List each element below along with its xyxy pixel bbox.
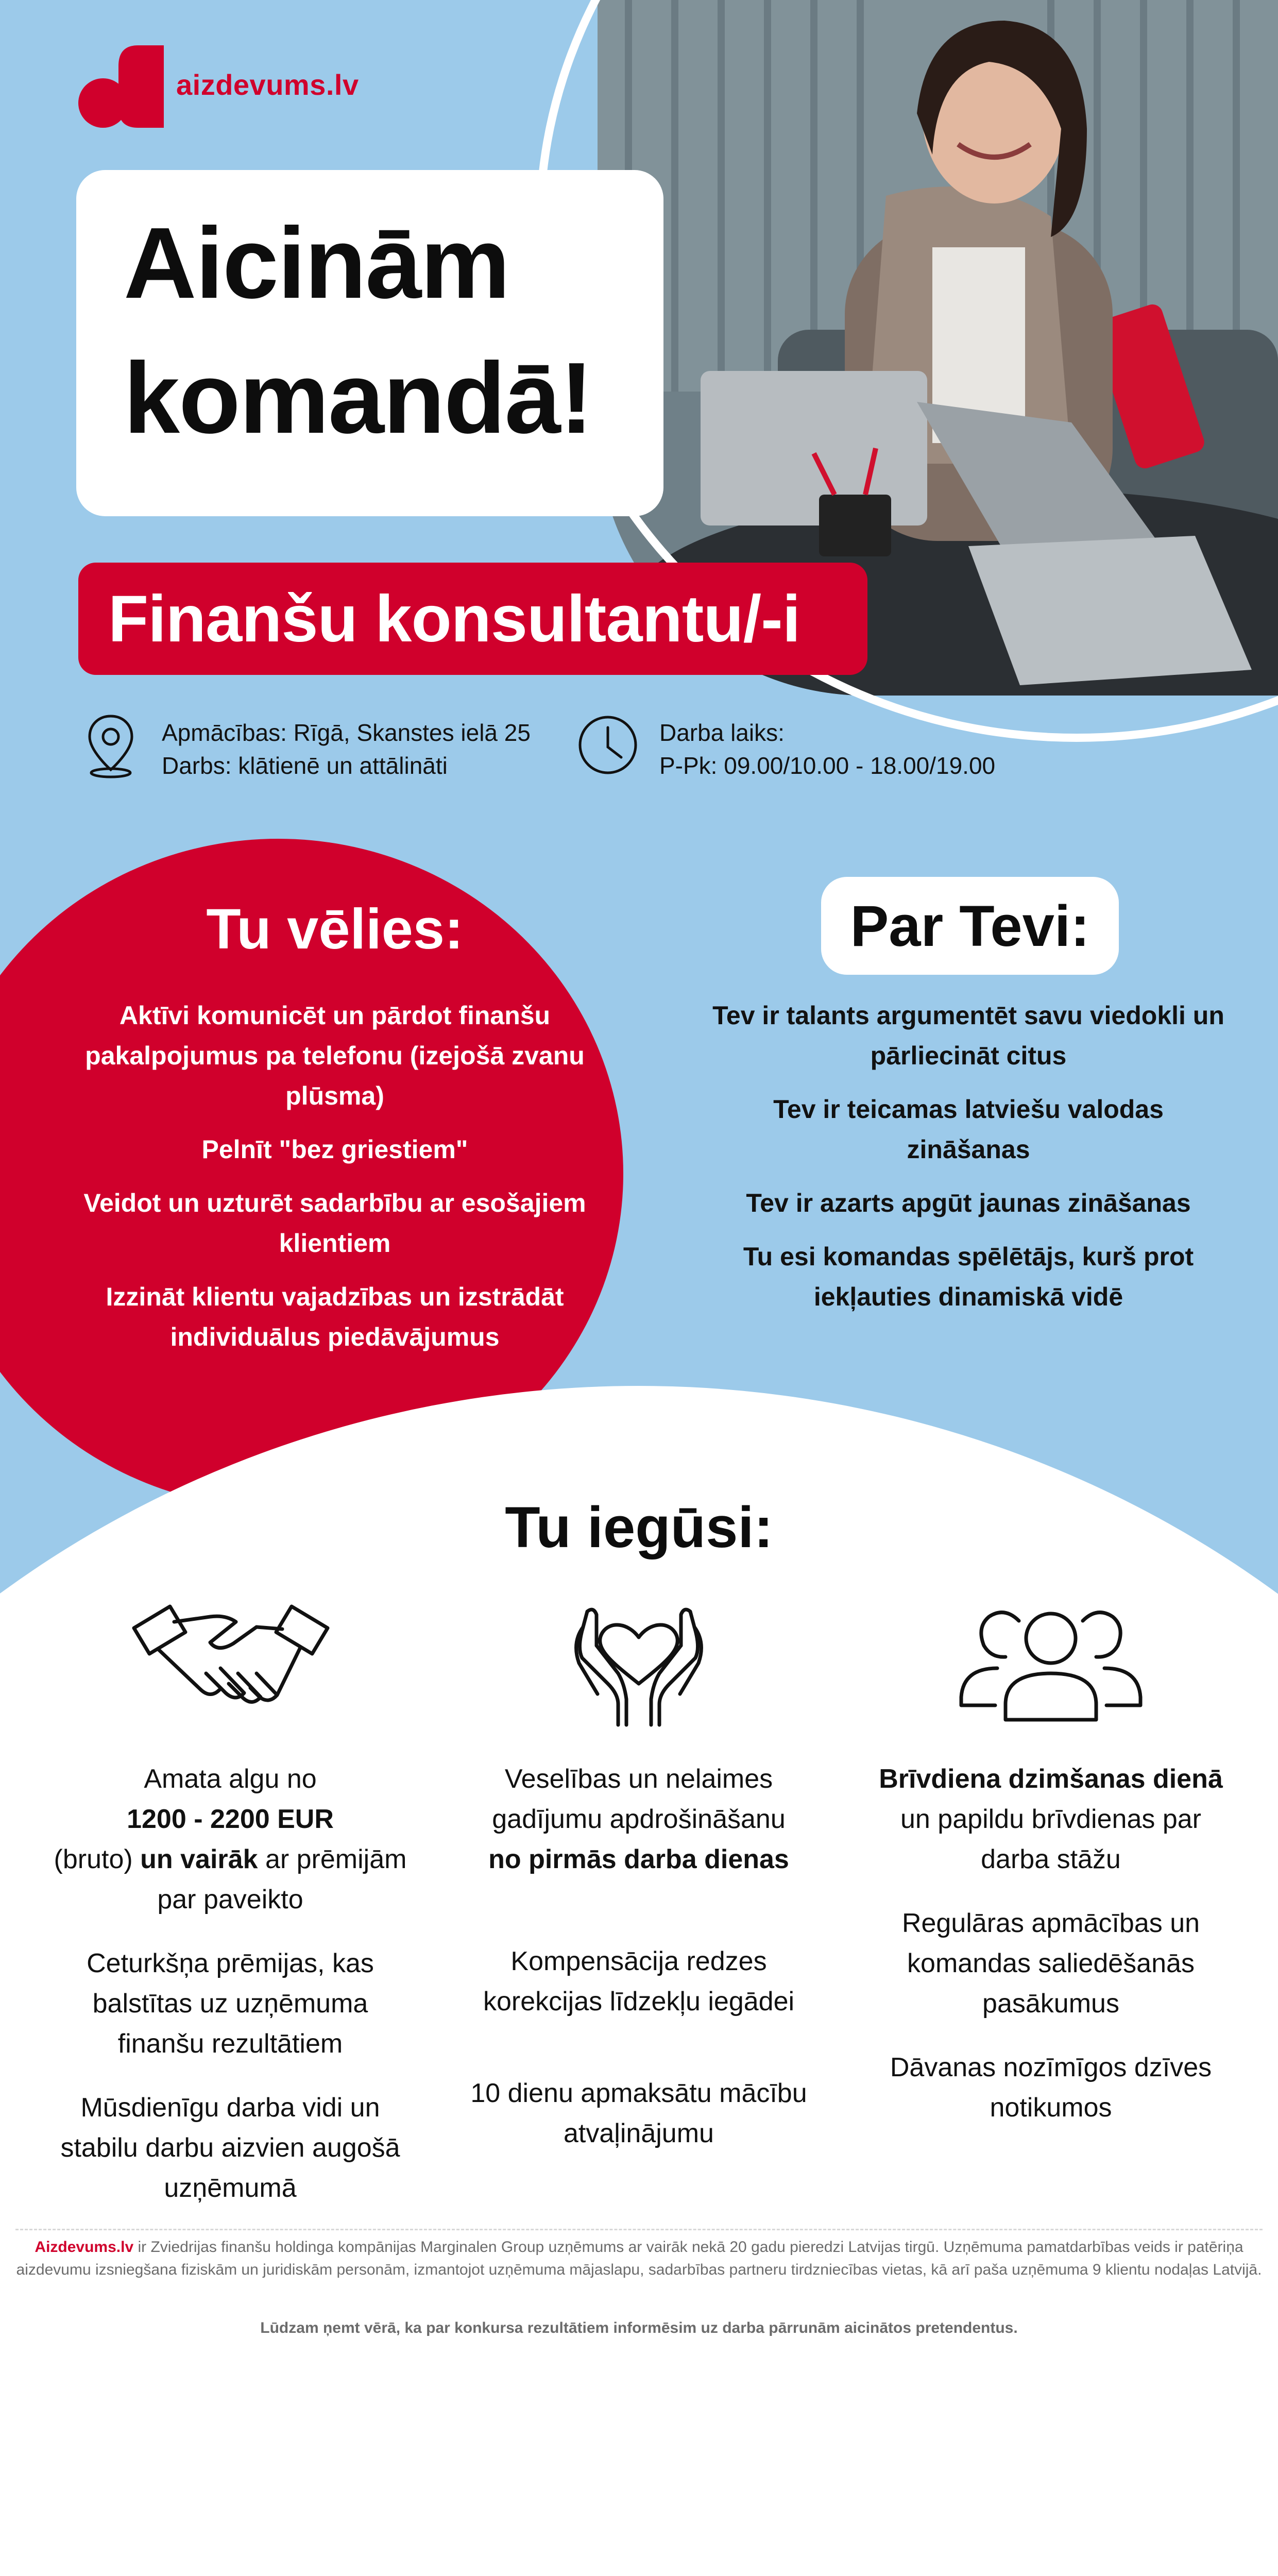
benefits-column-2 — [461, 1759, 816, 2177]
brand-name: aizdevums.lv — [176, 69, 359, 101]
hours-line-2: P-Pk: 09.00/10.00 - 18.00/19.00 — [659, 752, 996, 779]
salary-text-d: un vairāk — [140, 1844, 258, 1874]
location-line-1: Apmācības: Rīgā, Skanstes ielā 25 — [162, 719, 531, 746]
benefits-title: Tu iegūsi: — [505, 1495, 773, 1560]
wants-item: Veidot un uzturēt sadarbību ar esošajiem klientiem — [83, 1189, 586, 1258]
about-list — [711, 995, 1226, 1330]
footer-divider — [15, 2229, 1263, 2230]
about-item: Tev ir azarts apgūt jaunas zināšanas — [746, 1189, 1191, 1217]
salary-text-a: Amata algu no — [144, 1764, 317, 1794]
wants-item: Pelnīt "bez griestiem" — [201, 1135, 468, 1164]
benefit-item: 10 dienu apmaksātu mācību atvaļinājumu — [470, 2078, 807, 2148]
location-info — [162, 716, 531, 782]
benefit-item: Regulāras apmācības un komandas saliedēšanās pasākumus — [901, 1908, 1200, 2019]
wants-list — [72, 995, 598, 1370]
benefit-item: Kompensācija redzes korekcijas līdzekļu iegādei — [483, 1946, 795, 2016]
hours-line-1: Darba laiks: — [659, 719, 785, 746]
brand-logo-mark — [77, 45, 165, 128]
birthday-text-b: un papildu brīvdienas par darba stāžu — [900, 1804, 1201, 1874]
hours-info — [659, 716, 995, 782]
handshake-icon — [128, 1596, 334, 1730]
location-pin-icon — [82, 712, 139, 779]
headline-line-1: Aicinām — [124, 207, 509, 319]
salary-range: 1200 - 2200 EUR — [127, 1804, 334, 1834]
birthday-benefit — [873, 1759, 1229, 1879]
team-icon — [948, 1596, 1154, 1730]
brand-logo — [77, 45, 165, 128]
insurance-benefit — [461, 1759, 816, 1879]
birthday-text-a: Brīvdiena dzimšanas dienā — [879, 1764, 1223, 1794]
wants-item: Izzināt klientu vajadzības un izstrādāt individuālus piedāvājumus — [106, 1282, 564, 1351]
wants-item: Aktīvi komunicēt un pārdot finanšu pakalpojumus pa telefonu (izejošā zvanu plūsma) — [85, 1001, 585, 1110]
footer-text — [15, 2236, 1263, 2281]
clock-icon — [577, 714, 639, 776]
about-item: Tev ir talants argumentēt savu viedokli un pārliecināt citus — [712, 1001, 1224, 1070]
role-banner: Finanšu konsultantu/-i — [78, 563, 867, 675]
headline-line-2: komandā! — [124, 342, 592, 454]
benefits-column-3 — [873, 1759, 1229, 2151]
hands-heart-icon — [536, 1596, 742, 1730]
benefit-item: Dāvanas nozīmīgos dzīves notikumos — [890, 2053, 1212, 2123]
benefits-column-1 — [53, 1759, 408, 2232]
insurance-text-a: Veselības un nelaimes gadījumu apdrošināšanu — [492, 1764, 786, 1834]
about-title: Par Tevi: — [821, 877, 1119, 975]
salary-text-e: ar prēmijām par paveikto — [157, 1844, 407, 1914]
footer-description: ir Zviedrijas finanšu holdinga kompānijas Marginalen Group uzņēmums ar vairāk nekā 20 gadu pieredzi Latvijas tirgū. Uzņēmuma pamatdarbības veids ir patēriņa aizdevumu izsniegšana fiziskām un juridiskām personām, izmantojot uzņēmuma mājaslapu, sadarbības partneru tirdzniecības vietas, kā arī paša uzņēmuma 9 klientu nodaļas Latvijā. — [16, 2239, 1262, 2278]
insurance-text-b: no pirmās darba dienas — [488, 1844, 789, 1874]
benefit-item: Mūsdienīgu darba vidi un stabilu darbu aizvien augošā uzņēmumā — [60, 2093, 400, 2203]
headline-card — [76, 170, 663, 516]
footer-note: Lūdzam ņemt vērā, ka par konkursa rezultātiem informēsim uz darba pārrunām aicinātos pretendentus. — [260, 2319, 1018, 2336]
salary-text-c: (bruto) — [54, 1844, 133, 1874]
benefit-item: Ceturkšņa prēmijas, kas balstītas uz uzņēmuma finanšu rezultātiem — [87, 1948, 374, 2059]
about-item: Tu esi komandas spēlētājs, kurš prot iekļauties dinamiskā vidē — [743, 1242, 1194, 1311]
salary-benefit — [53, 1759, 408, 1920]
location-line-2: Darbs: klātienē un attālināti — [162, 752, 448, 779]
about-item: Tev ir teicamas latviešu valodas zināšanas — [773, 1095, 1164, 1164]
wants-title: Tu vēlies: — [206, 897, 464, 961]
footer-brand: Aizdevums.lv — [35, 2239, 134, 2256]
